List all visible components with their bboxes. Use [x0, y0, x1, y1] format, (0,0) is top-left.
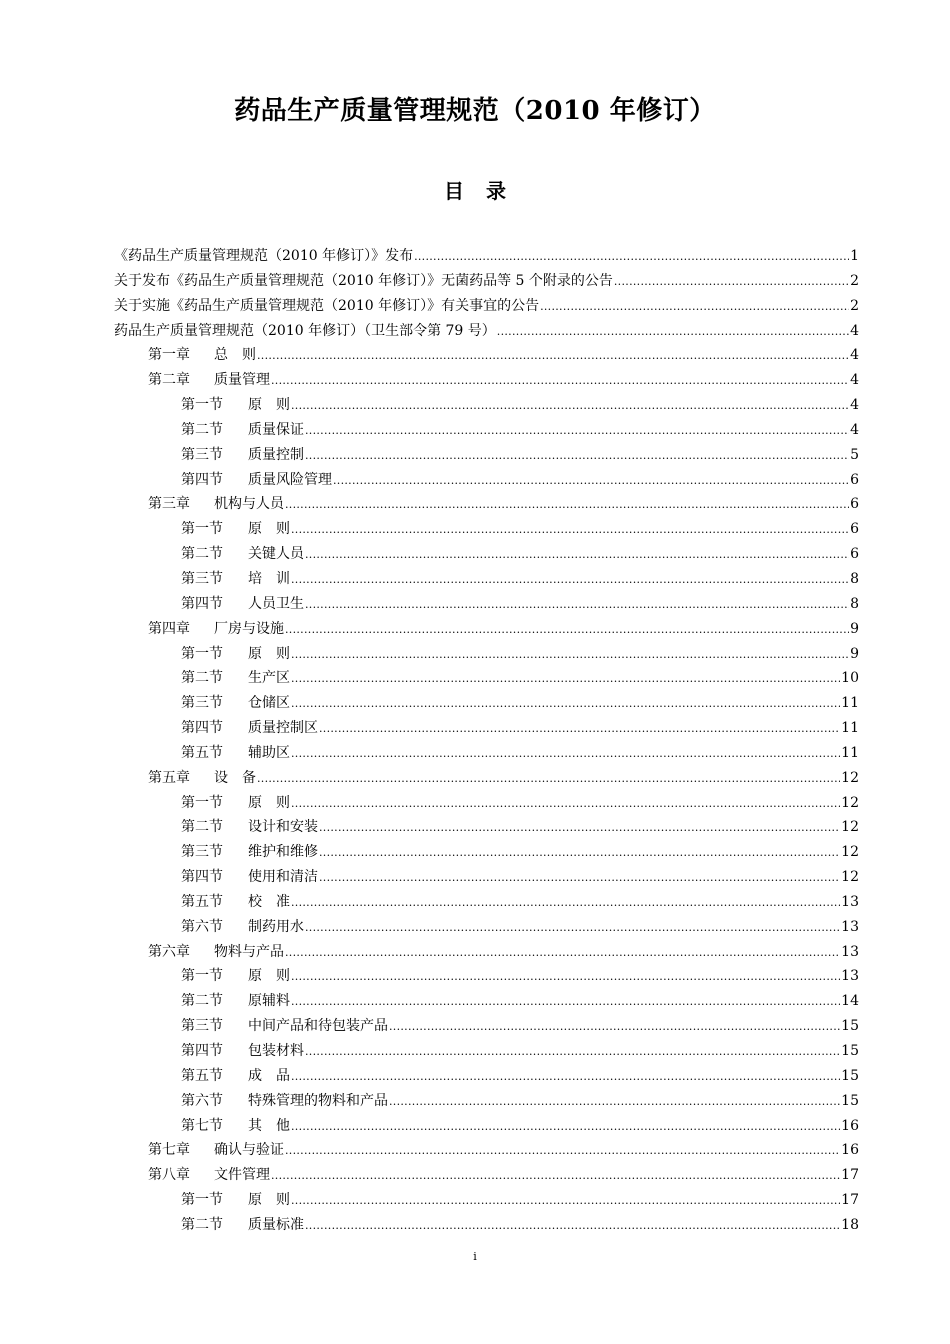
- toc-entry[interactable]: [0, 393, 950, 418]
- toc-entry[interactable]: [0, 468, 950, 493]
- toc-entry-number: 第一节: [181, 1192, 223, 1209]
- toc-entry-page-number: 4: [850, 372, 859, 389]
- toc-entry-label: [181, 1039, 304, 1064]
- toc-entry[interactable]: [0, 592, 950, 617]
- toc-entry-page-number: 15: [841, 1092, 859, 1109]
- toc-entry-number: 第二节: [181, 993, 223, 1010]
- toc-entry[interactable]: [0, 766, 950, 791]
- toc-entry-label: [148, 1138, 284, 1163]
- toc-entry[interactable]: [0, 567, 950, 592]
- toc-entry-page-number: 17: [841, 1192, 859, 1209]
- toc-entry-label: [181, 1114, 290, 1139]
- toc-entry-number: 第三章: [148, 496, 190, 513]
- toc-entry-page-number: 9: [850, 620, 859, 637]
- toc-entry-title: 关于实施《药品生产质量管理规范（2010 年修订）》有关事宜的公告: [114, 297, 540, 314]
- toc-dot-leader: [257, 767, 840, 792]
- toc-entry-number: 第四章: [148, 620, 190, 637]
- toc-dot-leader: [305, 593, 849, 618]
- toc-entry[interactable]: [0, 343, 950, 368]
- toc-entry-page-number: 17: [841, 1167, 859, 1184]
- toc-entry-page-number: 14: [841, 993, 859, 1010]
- toc-entry-title: 原 则: [248, 1192, 290, 1209]
- toc-dot-leader: [291, 742, 840, 767]
- toc-entry-number: 第四节: [181, 720, 223, 737]
- page-number-footer: i: [473, 1250, 477, 1263]
- toc-entry-number: 第六节: [181, 918, 223, 935]
- toc-dot-leader: [497, 320, 849, 345]
- toc-entry-label: [181, 890, 290, 915]
- toc-entry-label: [181, 468, 332, 493]
- toc-entry-number: 第一节: [181, 794, 223, 811]
- toc-heading-left: 目: [444, 179, 464, 203]
- toc-entry-page-number: 9: [850, 645, 859, 662]
- toc-entry[interactable]: [0, 666, 950, 691]
- toc-entry-label: [181, 915, 304, 940]
- toc-entry[interactable]: [0, 815, 950, 840]
- toc-entry-title: 生产区: [248, 670, 290, 687]
- toc-heading: [0, 175, 950, 204]
- toc-entry[interactable]: [0, 492, 950, 517]
- toc-entry-page-number: 11: [841, 744, 859, 761]
- toc-dot-leader: [305, 1040, 840, 1065]
- toc-entry-page-number: 11: [841, 720, 859, 737]
- toc-entry[interactable]: [0, 716, 950, 741]
- toc-entry[interactable]: [0, 1213, 950, 1238]
- toc-entry-label: [114, 244, 413, 269]
- toc-entry[interactable]: [0, 1114, 950, 1139]
- toc-dot-leader: [389, 1090, 840, 1115]
- toc-entry-page-number: 6: [850, 471, 859, 488]
- toc-entry-title: 质量管理: [214, 372, 270, 389]
- toc-entry-label: [181, 815, 318, 840]
- toc-entry[interactable]: [0, 1163, 950, 1188]
- toc-entry-label: [148, 617, 284, 642]
- toc-entry-label: [181, 443, 304, 468]
- toc-entry-title: 原 则: [248, 968, 290, 985]
- toc-entry-title: 特殊管理的物料和产品: [248, 1092, 388, 1109]
- toc-entry-number: 第五章: [148, 769, 190, 786]
- toc-entry[interactable]: [0, 418, 950, 443]
- toc-dot-leader: [285, 1139, 840, 1164]
- toc-entry-title: 培 训: [248, 570, 290, 587]
- toc-entry-title: 质量风险管理: [248, 471, 332, 488]
- toc-entry-number: 第一节: [181, 521, 223, 538]
- toc-entry[interactable]: [0, 617, 950, 642]
- toc-entry-title: 质量保证: [248, 421, 304, 438]
- toc-entry-page-number: 2: [850, 272, 859, 289]
- toc-entry-title: 仓储区: [248, 695, 290, 712]
- toc-entry-label: [181, 666, 290, 691]
- toc-entry[interactable]: [0, 244, 950, 269]
- toc-dot-leader: [257, 344, 849, 369]
- toc-entry-page-number: 16: [841, 1117, 859, 1134]
- toc-entry-label: [148, 492, 284, 517]
- toc-entry-number: 第一节: [181, 397, 223, 414]
- toc-entry[interactable]: [0, 269, 950, 294]
- toc-entry-page-number: 12: [841, 844, 859, 861]
- toc-dot-leader: [319, 816, 840, 841]
- toc-entry-page-number: 11: [841, 695, 859, 712]
- toc-dot-leader: [291, 1189, 840, 1214]
- toc-dot-leader: [271, 1164, 840, 1189]
- toc-entry-label: [181, 791, 290, 816]
- toc-entry-title: 原 则: [248, 794, 290, 811]
- toc-entry-page-number: 12: [841, 869, 859, 886]
- toc-dot-leader: [291, 891, 840, 916]
- toc-dot-leader: [271, 369, 849, 394]
- toc-dot-leader: [319, 717, 840, 742]
- toc-entry[interactable]: [0, 1188, 950, 1213]
- toc-entry-page-number: 5: [850, 446, 859, 463]
- toc-entry-number: 第二节: [181, 819, 223, 836]
- toc-entry-page-number: 8: [850, 570, 859, 587]
- toc-entry-number: 第四节: [181, 471, 223, 488]
- toc-entry-title: 使用和清洁: [248, 869, 318, 886]
- toc-entry-label: [181, 1213, 304, 1238]
- toc-entry[interactable]: [0, 741, 950, 766]
- toc-entry-number: 第五节: [181, 893, 223, 910]
- toc-entry[interactable]: [0, 517, 950, 542]
- toc-entry-label: [181, 592, 304, 617]
- toc-entry-page-number: 1: [850, 248, 859, 264]
- toc-entry-page-number: 4: [850, 347, 859, 364]
- toc-entry[interactable]: [0, 1089, 950, 1114]
- toc-dot-leader: [291, 394, 849, 419]
- toc-dot-leader: [305, 916, 840, 941]
- toc-entry-label: [114, 319, 496, 344]
- toc-dot-leader: [333, 469, 849, 494]
- toc-dot-leader: [319, 866, 840, 891]
- toc-entry-number: 第二节: [181, 421, 223, 438]
- toc-entry-page-number: 12: [841, 769, 859, 786]
- toc-entry-title: 文件管理: [214, 1167, 270, 1184]
- toc-dot-leader: [291, 667, 840, 692]
- toc-entry-page-number: 15: [841, 1043, 859, 1059]
- toc-entry-number: 第六章: [148, 943, 190, 960]
- toc-entry-title: 原 则: [248, 645, 290, 662]
- toc-entry-number: 第四节: [181, 1043, 223, 1059]
- toc-entry-label: [181, 964, 290, 989]
- toc-entry-page-number: 4: [850, 421, 859, 438]
- toc-entry[interactable]: [0, 989, 950, 1014]
- toc-entry-label: [181, 691, 290, 716]
- toc-entry-number: 第一节: [181, 645, 223, 662]
- toc-entry-title: 质量标准: [248, 1216, 304, 1233]
- toc-entry-title: 《药品生产质量管理规范（2010 年修订）》发布: [114, 248, 414, 264]
- toc-entry[interactable]: [0, 443, 950, 468]
- toc-entry-number: 第二节: [181, 1216, 223, 1233]
- toc-entry[interactable]: [0, 915, 950, 940]
- toc-dot-leader: [540, 295, 849, 320]
- toc-entry-label: [181, 1188, 290, 1213]
- toc-entry-title: 药品生产质量管理规范（2010 年修订）（卫生部令第 79 号）: [114, 322, 496, 339]
- toc-entry-title: 关键人员: [248, 546, 304, 563]
- toc-entry-page-number: 15: [841, 1067, 859, 1084]
- toc-entry-number: 第五节: [181, 744, 223, 761]
- toc-entry-title: 设计和安装: [248, 819, 318, 836]
- toc-entry-label: [181, 989, 290, 1014]
- toc-entry[interactable]: [0, 791, 950, 816]
- toc-dot-leader: [291, 990, 840, 1015]
- toc-entry-label: [148, 766, 256, 791]
- toc-entry-number: 第四节: [181, 869, 223, 886]
- toc-entry-page-number: 18: [841, 1216, 859, 1233]
- toc-entry[interactable]: [0, 642, 950, 667]
- toc-entry-page-number: 13: [841, 893, 859, 910]
- toc-dot-leader: [291, 1115, 840, 1140]
- toc-entry-page-number: 12: [841, 794, 859, 811]
- toc-entry-title: 包装材料: [248, 1043, 304, 1059]
- toc-entry[interactable]: [0, 368, 950, 393]
- toc-entry-title: 总 则: [214, 347, 256, 364]
- toc-entry-page-number: 8: [850, 595, 859, 612]
- toc-entry-label: [148, 940, 284, 965]
- toc-entry[interactable]: [0, 865, 950, 890]
- toc-entry-page-number: 13: [841, 968, 859, 985]
- toc-entry-number: 第一节: [181, 968, 223, 985]
- toc-entry[interactable]: [0, 1014, 950, 1039]
- toc-dot-leader: [285, 941, 840, 966]
- toc-dot-leader: [291, 568, 849, 593]
- toc-entry-number: 第四节: [181, 595, 223, 612]
- toc-entry-title: 中间产品和待包装产品: [248, 1018, 388, 1035]
- toc-entry-title: 质量控制区: [248, 720, 318, 737]
- toc-dot-leader: [614, 270, 849, 295]
- toc-entry[interactable]: [0, 542, 950, 567]
- toc-entry-title: 成 品: [248, 1067, 290, 1084]
- toc-entry[interactable]: [0, 890, 950, 915]
- toc-entry[interactable]: [0, 840, 950, 865]
- toc-entry-page-number: 4: [850, 397, 859, 414]
- toc-entry-label: [148, 368, 270, 393]
- toc-dot-leader: [291, 692, 840, 717]
- toc-entry-label: [114, 269, 613, 294]
- toc-entry-number: 第六节: [181, 1092, 223, 1109]
- toc-dot-leader: [305, 543, 849, 568]
- toc-entry-title: 原 则: [248, 521, 290, 538]
- toc-entry-title: 原辅料: [248, 993, 290, 1010]
- toc-dot-leader: [389, 1015, 840, 1040]
- toc-entry[interactable]: [0, 964, 950, 989]
- toc-entry-number: 第八章: [148, 1167, 190, 1184]
- toc-entry-page-number: 15: [841, 1018, 859, 1035]
- toc-entry-title: 设 备: [214, 769, 256, 786]
- toc-entry-title: 其 他: [248, 1117, 290, 1134]
- toc-dot-leader: [291, 965, 840, 990]
- toc-entry-title: 维护和维修: [248, 844, 318, 861]
- toc-entry-page-number: 16: [841, 1142, 859, 1159]
- document-title: 药品生产质量管理规范（2010 年修订）: [234, 96, 716, 126]
- toc-entry-title: 人员卫生: [248, 595, 304, 612]
- toc-dot-leader: [285, 618, 849, 643]
- toc-entry-label: [114, 294, 539, 319]
- toc-entry-label: [181, 840, 318, 865]
- toc-entry-label: [181, 567, 290, 592]
- toc-entry-number: 第三节: [181, 570, 223, 587]
- toc-entry-title: 制药用水: [248, 918, 304, 935]
- toc-dot-leader: [291, 518, 849, 543]
- toc-dot-leader: [291, 792, 840, 817]
- toc-entry-number: 第五节: [181, 1067, 223, 1084]
- toc-entry-label: [181, 642, 290, 667]
- toc-entry-label: [181, 393, 290, 418]
- toc-dot-leader: [285, 493, 849, 518]
- toc-entry-number: 第三节: [181, 1018, 223, 1035]
- toc-entry-title: 机构与人员: [214, 496, 284, 513]
- toc-entry-number: 第三节: [181, 844, 223, 861]
- toc-entry-label: [181, 517, 290, 542]
- toc-entry-title: 辅助区: [248, 744, 290, 761]
- toc-dot-leader: [305, 444, 849, 469]
- toc-entry-page-number: 13: [841, 943, 859, 960]
- toc-entry-label: [181, 741, 290, 766]
- toc-entry-title: 质量控制: [248, 446, 304, 463]
- toc-entry-number: 第三节: [181, 446, 223, 463]
- toc-entry-page-number: 6: [850, 496, 859, 513]
- toc-entry-title: 关于发布《药品生产质量管理规范（2010 年修订）》无菌药品等 5 个附录的公告: [114, 272, 613, 289]
- toc-entry-number: 第二节: [181, 670, 223, 687]
- toc-entry-title: 物料与产品: [214, 943, 284, 960]
- toc-entry-label: [181, 865, 318, 890]
- toc-entry-title: 确认与验证: [214, 1142, 284, 1159]
- toc-entry-label: [148, 1163, 270, 1188]
- toc-entry-label: [148, 343, 256, 368]
- toc-entry-number: 第一章: [148, 347, 190, 364]
- toc-entry-label: [181, 716, 318, 741]
- toc-dot-leader: [291, 1065, 840, 1090]
- toc-entry-number: 第二节: [181, 546, 223, 563]
- toc-entry-page-number: 4: [850, 322, 859, 339]
- toc-heading-right: 录: [486, 179, 506, 203]
- toc-entry-title: 厂房与设施: [214, 620, 284, 637]
- toc-entry-page-number: 13: [841, 918, 859, 935]
- toc-entry-number: 第三节: [181, 695, 223, 712]
- table-of-contents: [0, 244, 950, 1238]
- toc-entry-label: [181, 542, 304, 567]
- toc-entry[interactable]: [0, 691, 950, 716]
- toc-entry-page-number: 6: [850, 546, 859, 563]
- toc-entry-title: 校 准: [248, 893, 290, 910]
- toc-dot-leader: [305, 419, 849, 444]
- toc-entry-label: [181, 1014, 388, 1039]
- toc-entry[interactable]: [0, 1039, 950, 1064]
- toc-dot-leader: [319, 841, 840, 866]
- toc-entry-number: 第七节: [181, 1117, 223, 1134]
- toc-entry[interactable]: [0, 1064, 950, 1089]
- toc-dot-leader: [291, 643, 849, 668]
- toc-entry-page-number: 6: [850, 521, 859, 538]
- toc-entry-label: [181, 1089, 388, 1114]
- toc-entry-number: 第七章: [148, 1142, 190, 1159]
- toc-entry-label: [181, 418, 304, 443]
- toc-entry-number: 第二章: [148, 372, 190, 389]
- toc-entry-title: 原 则: [248, 397, 290, 414]
- toc-entry[interactable]: [0, 1138, 950, 1163]
- toc-entry[interactable]: [0, 294, 950, 319]
- toc-entry[interactable]: [0, 319, 950, 344]
- toc-dot-leader: [305, 1214, 840, 1239]
- toc-entry[interactable]: [0, 940, 950, 965]
- toc-dot-leader: [414, 245, 849, 270]
- toc-entry-page-number: 10: [841, 670, 859, 687]
- toc-entry-page-number: 2: [850, 297, 859, 314]
- toc-entry-page-number: 12: [841, 819, 859, 836]
- toc-entry-label: [181, 1064, 290, 1089]
